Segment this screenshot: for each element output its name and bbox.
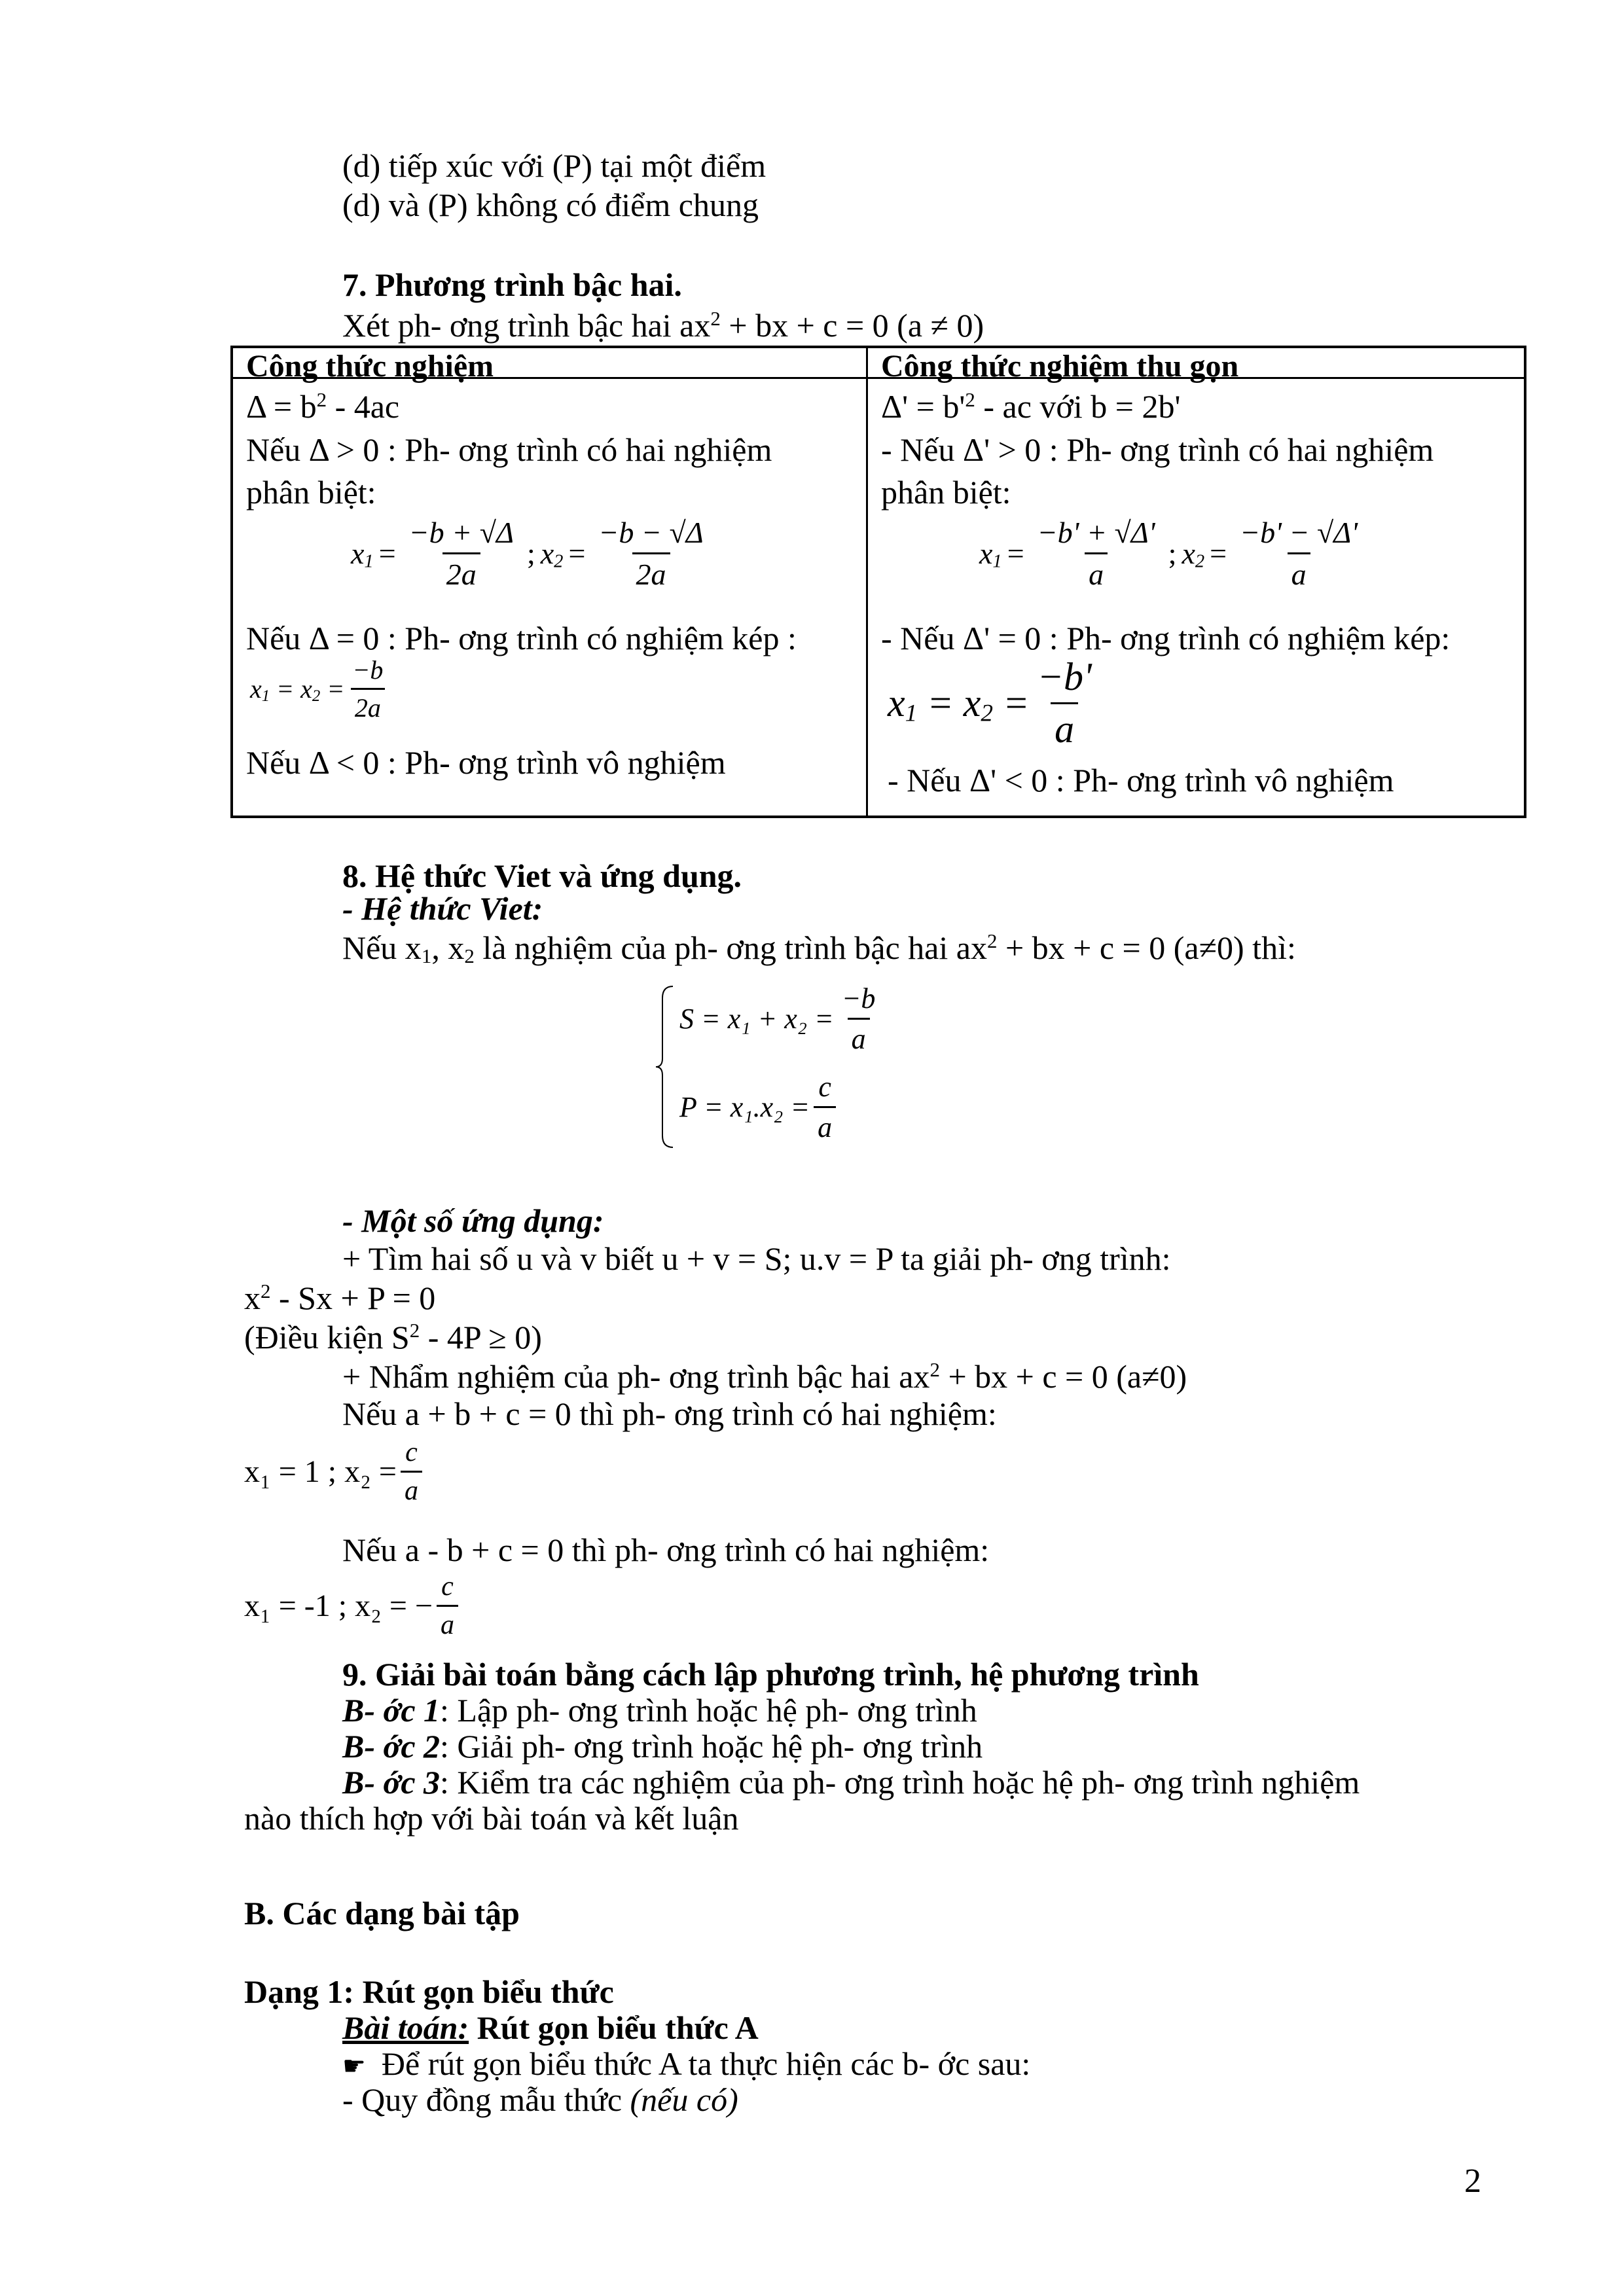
x1-label: $x_1$	[979, 537, 1002, 572]
viet-intro-d: + bx + c = 0 (a≠0) thì:	[997, 929, 1296, 966]
sub-1: 1	[421, 944, 432, 968]
step-1-label: B- ớc 1	[342, 1692, 441, 1729]
case-a-numerator: c	[405, 1437, 418, 1467]
step-1-text: : Lập ph- ơng trình hoặc hệ ph- ơng trình	[440, 1692, 977, 1729]
equals: =	[1210, 537, 1227, 570]
x2-denominator: 2a	[632, 552, 670, 592]
case-b-roots-text: x₁ = -1 ; x₂ = −	[244, 1588, 433, 1623]
instruction-line	[342, 2047, 1030, 2080]
dang1-text: : Rút gọn biểu thức	[343, 1973, 614, 2010]
x1-denominator: a	[1085, 552, 1108, 592]
cond-sup: 2	[409, 1318, 420, 1342]
left-case-neg: Nếu Δ < 0 : Ph- ơng trình vô nghiệm	[246, 744, 726, 781]
cond-prefix: (Điều kiện S	[244, 1319, 410, 1355]
section7-heading: 7. Phương trình bậc hai.	[342, 266, 682, 303]
right-delta-suffix: - ac với b = 2b'	[975, 388, 1181, 425]
system-brace	[655, 985, 674, 1149]
viet-subheading: - Hệ thức Viet:	[342, 890, 543, 927]
semicolon: ;	[1168, 537, 1177, 570]
dang1-label: Dạng 1	[244, 1973, 344, 2010]
step-3-label: B- ớc 3	[342, 1764, 441, 1801]
right-delta-sup: 2	[965, 387, 975, 411]
left-delta-sup: 2	[316, 387, 327, 411]
prod-numerator: c	[818, 1071, 831, 1103]
sum-denominator: a	[848, 1018, 870, 1056]
viet-intro-c: là nghiệm của ph- ơng trình bậc hai ax	[474, 929, 987, 966]
step-1	[342, 1694, 977, 1727]
x1-fraction	[405, 515, 518, 592]
double-root-fraction	[1033, 655, 1095, 752]
case-a-denominator: a	[401, 1471, 422, 1507]
intro-text: Xét ph- ơng trình bậc hai ax	[342, 307, 711, 344]
intro-line-2: (d) và (P) không có điểm chung	[342, 187, 759, 223]
intro-suffix: + bx + c = 0 (a ≠ 0)	[720, 307, 984, 344]
left-delta-prefix: Δ = b	[246, 388, 317, 425]
sum-lhs: S = x₁ + x₂ =	[679, 1003, 834, 1035]
double-root-fraction	[348, 655, 387, 723]
x2-numerator: −b' − √Δ'	[1240, 516, 1358, 549]
x1-eq-x2: $x_1 = x_2$ =	[888, 681, 1030, 727]
case-b-fraction	[437, 1571, 458, 1641]
problem-heading	[342, 2011, 759, 2044]
sum-numerator: −b	[841, 982, 876, 1014]
step-line	[342, 2083, 738, 2116]
sectionB-heading: B. Các dạng bài tập	[244, 1895, 520, 1931]
equals: =	[378, 537, 396, 570]
app2-suffix: + bx + c = 0 (a≠0)	[939, 1358, 1187, 1395]
cond-suffix: - 4P ≥ 0)	[420, 1319, 542, 1355]
step-3-text: : Kiểm tra các nghiệm của ph- ơng trình hoặc hệ ph- ơng trình nghiệm	[440, 1764, 1360, 1801]
problem-text: Rút gọn biểu thức A	[469, 2009, 759, 2046]
right-delta-prefix: Δ' = b'	[881, 388, 965, 425]
case-b-text: Nếu a - b + c = 0 thì ph- ơng trình có hai nghiệm:	[342, 1532, 990, 1568]
app2-sup: 2	[929, 1357, 940, 1381]
double-root-denominator: a	[1051, 702, 1078, 752]
intro-sup: 2	[710, 306, 721, 330]
instruction-text: Để rút gọn biểu thức A ta thực hiện các b- ớc sau:	[381, 2045, 1031, 2082]
right-double-root	[888, 655, 1100, 752]
app2-text	[342, 1357, 1187, 1395]
section9-heading: 9. Giải bài toán bằng cách lập phương trình, hệ phương trình	[342, 1656, 1199, 1693]
eq-x: x	[244, 1280, 261, 1316]
viet-intro-b: , x	[431, 929, 465, 966]
x1-numerator: −b + √Δ	[408, 516, 514, 549]
left-delta-suffix: - 4ac	[327, 388, 400, 425]
double-root-denominator: 2a	[351, 688, 385, 723]
step-line-text: - Quy đồng mẫu thức	[342, 2081, 630, 2118]
left-case-pos-2: phân biệt:	[246, 474, 376, 511]
table-header-left: Công thức nghiệm	[246, 349, 494, 384]
case-a-roots-text: x₁ = 1 ; x₂ =	[244, 1454, 397, 1489]
page-number: 2	[1464, 2162, 1481, 2200]
apps-subheading: - Một số ứng dụng:	[342, 1202, 604, 1239]
x2-label: $x_2$	[540, 537, 564, 572]
x2-fraction	[1236, 515, 1362, 592]
dang1-heading	[244, 1975, 614, 2008]
viet-product	[679, 1070, 840, 1144]
right-case-pos-1: - Nếu Δ' > 0 : Ph- ơng trình có hai nghiệm	[881, 431, 1434, 468]
viet-intro-a: Nếu x	[342, 929, 422, 966]
app1-condition	[244, 1318, 542, 1355]
app1-equation	[244, 1279, 436, 1316]
semicolon: ;	[526, 537, 535, 570]
right-case-pos-2: phân biệt:	[881, 474, 1011, 511]
eq-rest: - Sx + P = 0	[270, 1280, 436, 1316]
x2-denominator: a	[1288, 552, 1310, 592]
right-case-zero: - Nếu Δ' = 0 : Ph- ơng trình có nghiệm kép:	[881, 620, 1451, 656]
case-a-roots	[244, 1437, 426, 1507]
prod-denominator: a	[814, 1106, 836, 1144]
problem-label: Bài toán:	[342, 2009, 469, 2046]
case-b-denominator: a	[437, 1605, 458, 1641]
x2-label: $x_2$	[1182, 537, 1205, 572]
x2-numerator: −b − √Δ	[598, 516, 704, 549]
x1-label: $x_1$	[351, 537, 374, 572]
case-b-roots	[244, 1571, 462, 1641]
right-case-neg: - Nếu Δ' < 0 : Ph- ơng trình vô nghiệm	[888, 762, 1394, 798]
right-roots-formula	[979, 515, 1365, 592]
double-root-numerator: −b	[352, 655, 384, 685]
x1-numerator: −b' + √Δ'	[1037, 516, 1155, 549]
double-root-numerator: −b'	[1037, 655, 1092, 698]
x1-fraction	[1034, 515, 1159, 592]
case-a-text: Nếu a + b + c = 0 thì ph- ơng trình có hai nghiệm:	[342, 1395, 997, 1432]
case-b-numerator: c	[441, 1571, 454, 1602]
table-column-divider	[866, 348, 868, 816]
viet-sum	[679, 982, 883, 1056]
viet-intro-sup: 2	[986, 929, 998, 952]
left-case-zero: Nếu Δ = 0 : Ph- ơng trình có nghiệm kép :	[246, 620, 797, 656]
eq-sup: 2	[261, 1279, 271, 1302]
x1-eq-x2: $x_1 = x_2$ =	[250, 674, 345, 705]
left-delta	[246, 387, 400, 425]
step-line-italic: (nếu có)	[630, 2081, 738, 2118]
left-case-pos-1: Nếu Δ > 0 : Ph- ơng trình có hai nghiệm	[246, 431, 772, 468]
app1-text: + Tìm hai số u và v biết u + v = S; u.v = P ta giải ph- ơng trình:	[342, 1240, 1171, 1277]
right-delta	[881, 387, 1181, 425]
pointing-hand-icon: ☛	[342, 2051, 366, 2081]
equals: =	[1007, 537, 1024, 570]
section8-heading: 8. Hệ thức Viet và ứng dụng.	[342, 857, 742, 894]
step-3-continuation: nào thích hợp với bài toán và kết luận	[244, 1800, 739, 1837]
prod-fraction	[814, 1070, 836, 1144]
step-2	[342, 1730, 983, 1763]
app2-prefix: + Nhẩm nghiệm của ph- ơng trình bậc hai ax	[342, 1358, 930, 1395]
intro-line-1: (d) tiếp xúc với (P) tại một điểm	[342, 147, 767, 184]
sub-2: 2	[464, 944, 475, 968]
viet-intro	[342, 929, 1296, 968]
step-2-text: : Giải ph- ơng trình hoặc hệ ph- ơng trình	[440, 1728, 983, 1765]
step-3	[342, 1766, 1360, 1799]
step-2-label: B- ớc 2	[342, 1728, 441, 1765]
left-double-root	[250, 655, 391, 723]
equals: =	[568, 537, 586, 570]
section7-intro	[342, 306, 984, 344]
table-header-right: Công thức nghiệm thu gọn	[881, 349, 1239, 384]
sum-fraction	[838, 982, 880, 1056]
x1-denominator: 2a	[442, 552, 480, 592]
left-roots-formula	[351, 515, 712, 592]
x2-fraction	[594, 515, 707, 592]
formula-table	[230, 346, 1526, 818]
case-a-fraction	[401, 1437, 422, 1507]
prod-lhs: P = x₁.x₂ =	[679, 1091, 810, 1123]
